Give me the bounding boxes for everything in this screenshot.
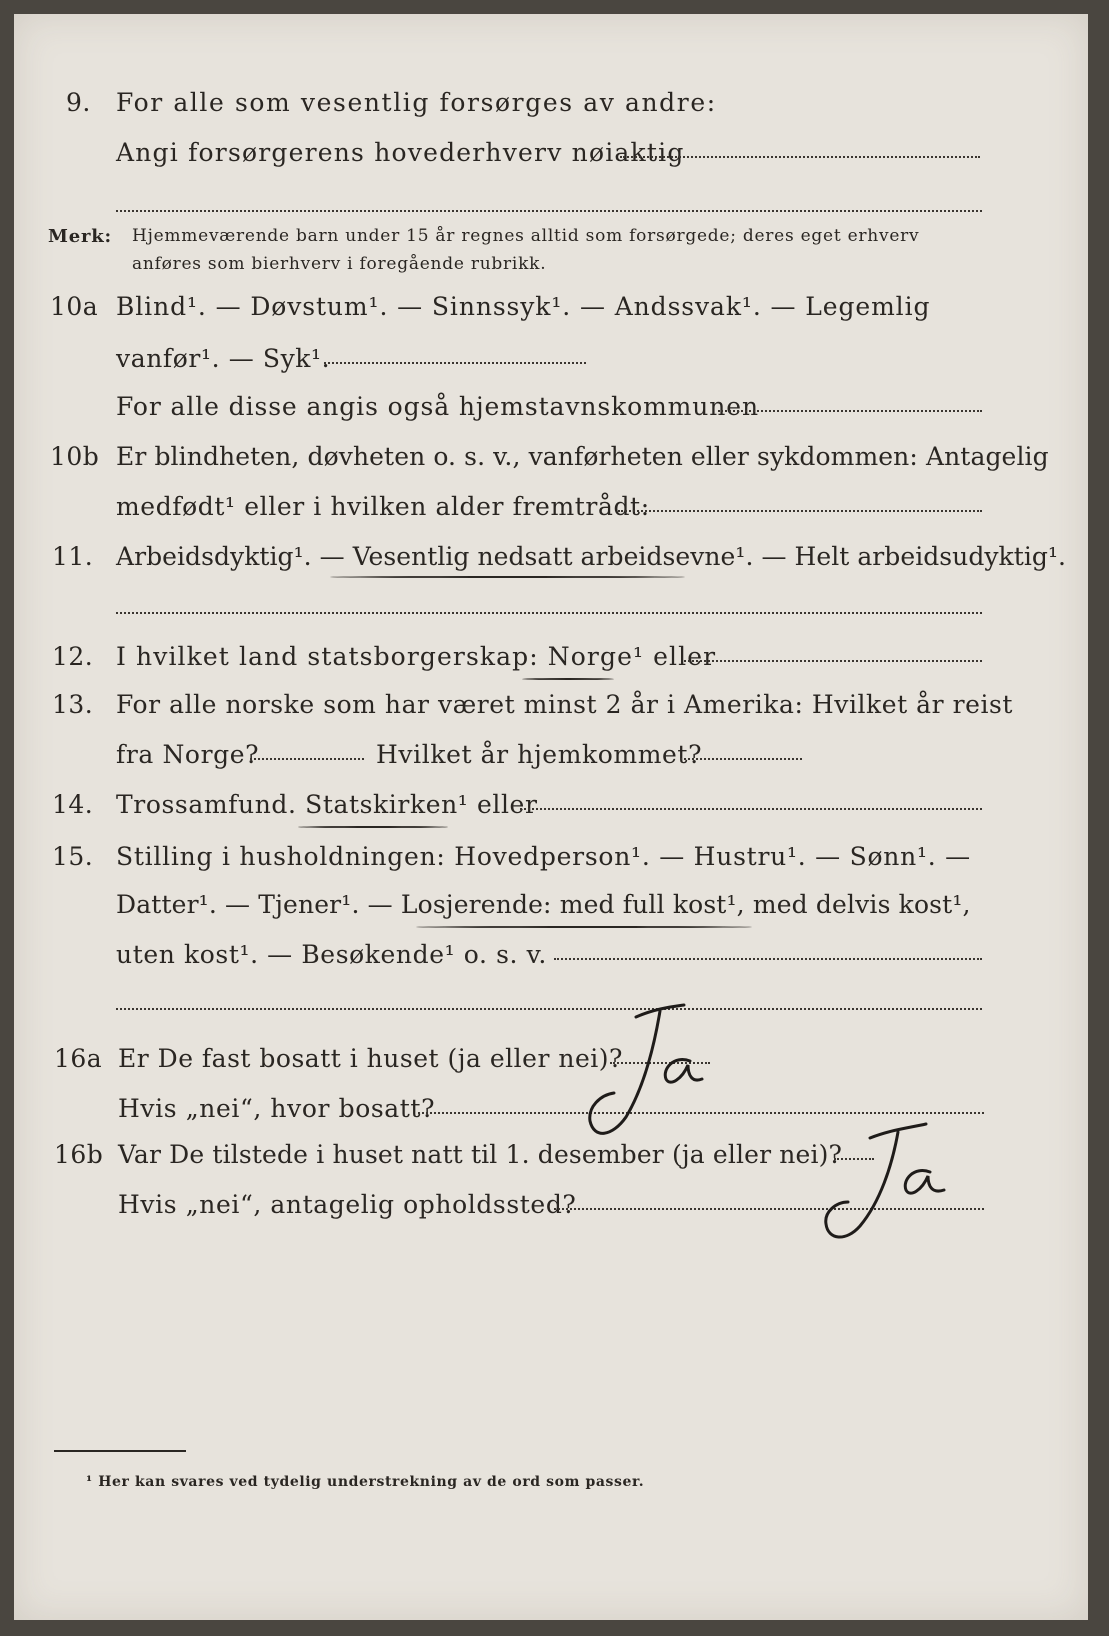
handwritten-underline-norge (522, 678, 614, 680)
question-9-number: 9. (66, 88, 91, 117)
question-10a-text-line-2: vanfør¹. — Syk¹. (116, 344, 331, 373)
question-13-text: For alle norske som har været minst 2 år i Amerika: Hvilket år reist (116, 690, 1014, 719)
question-16b-text-line-2: Hvis „nei“, antagelig opholdssted? (118, 1190, 577, 1219)
question-15-answer-line[interactable] (554, 958, 982, 960)
question-10b-number: 10b (50, 442, 100, 471)
question-13-number: 13. (52, 690, 94, 719)
question-13-text-line-2b: Hvilket år hjemkommet? (376, 740, 703, 769)
question-15-text-line-3: uten kost¹. — Besøkende¹ o. s. v. (116, 940, 547, 969)
question-13-return-year-line[interactable] (680, 758, 802, 760)
footnote-divider (54, 1450, 186, 1452)
question-15-text-line-2: Datter¹. — Tjener¹. — Losjerende: med full kost¹, med delvis kost¹, (116, 890, 971, 919)
question-15-number: 15. (52, 842, 94, 871)
question-15-extra-line[interactable] (116, 1008, 982, 1010)
question-10b-text-line-2: medfødt¹ eller i hvilken alder fremtrådt: (116, 492, 650, 521)
question-14-answer-line[interactable] (520, 808, 982, 810)
question-14-number: 14. (52, 790, 94, 819)
footnote-text: ¹ Her kan svares ved tydelig understrekning av de ord som passer. (86, 1474, 645, 1490)
question-10a-answer-line[interactable] (324, 362, 586, 364)
question-11-number: 11. (52, 542, 94, 571)
census-form-page (14, 14, 1088, 1620)
question-10a-number: 10a (50, 292, 99, 321)
question-14-text: Trossamfund. Statskirken¹ eller (116, 790, 538, 819)
question-11-extra-line[interactable] (116, 612, 982, 614)
question-13-text-line-2a: fra Norge? (116, 740, 260, 769)
question-9-answer-line[interactable] (620, 156, 980, 158)
question-16a-text-line-2: Hvis „nei“, hvor bosatt? (118, 1094, 436, 1123)
question-11-text: Arbeidsdyktig¹. — Vesentlig nedsatt arbeidsevne¹. — Helt arbeidsudyktig¹. (116, 542, 1067, 571)
note-text-line-2: anføres som bierhverv i foregående rubrikk. (132, 254, 547, 274)
handwritten-underline-losjerende-full-kost (416, 926, 752, 928)
question-12-text: I hvilket land statsborgerskap: Norge¹ eller (116, 642, 717, 671)
question-16a-number: 16a (54, 1044, 103, 1073)
question-16b-number: 16b (54, 1140, 104, 1169)
handwritten-underline-statskirken (298, 826, 448, 828)
question-9-extra-line[interactable] (116, 210, 982, 212)
question-10a-hometown-line[interactable] (718, 410, 982, 412)
question-10a-text: Blind¹. — Døvstum¹. — Sinnssyk¹. — Andssvak¹. — Legemlig (116, 292, 931, 321)
question-16b-text: Var De tilstede i huset natt til 1. desember (ja eller nei)? (118, 1140, 843, 1169)
question-12-answer-line[interactable] (684, 660, 982, 662)
question-9-subtext: Angi forsørgerens hovederhverv nøiaktig (116, 138, 685, 167)
question-15-text: Stilling i husholdningen: Hovedperson¹. — Hustru¹. — Sønn¹. — (116, 842, 971, 871)
handwritten-underline-vesentlig-nedsatt (330, 576, 685, 578)
note-label: Merk: (48, 226, 112, 247)
question-10b-answer-line[interactable] (618, 510, 982, 512)
handwritten-answer-ja-16a (574, 999, 714, 1149)
question-13-departure-year-line[interactable] (250, 758, 364, 760)
question-12-number: 12. (52, 642, 94, 671)
note-text-line-1: Hjemmeværende barn under 15 år regnes alltid som forsørgede; deres eget erhverv (132, 226, 920, 246)
question-10a-text-line-3: For alle disse angis også hjemstavnskommunen (116, 392, 759, 421)
question-16a-text: Er De fast bosatt i huset (ja eller nei)? (118, 1044, 623, 1073)
handwritten-answer-ja-16b (804, 1114, 954, 1254)
question-9-text: For alle som vesentlig forsørges av andre: (116, 88, 717, 117)
question-10b-text: Er blindheten, døvheten o. s. v., vanførheten eller sykdommen: Antagelig (116, 442, 1049, 471)
